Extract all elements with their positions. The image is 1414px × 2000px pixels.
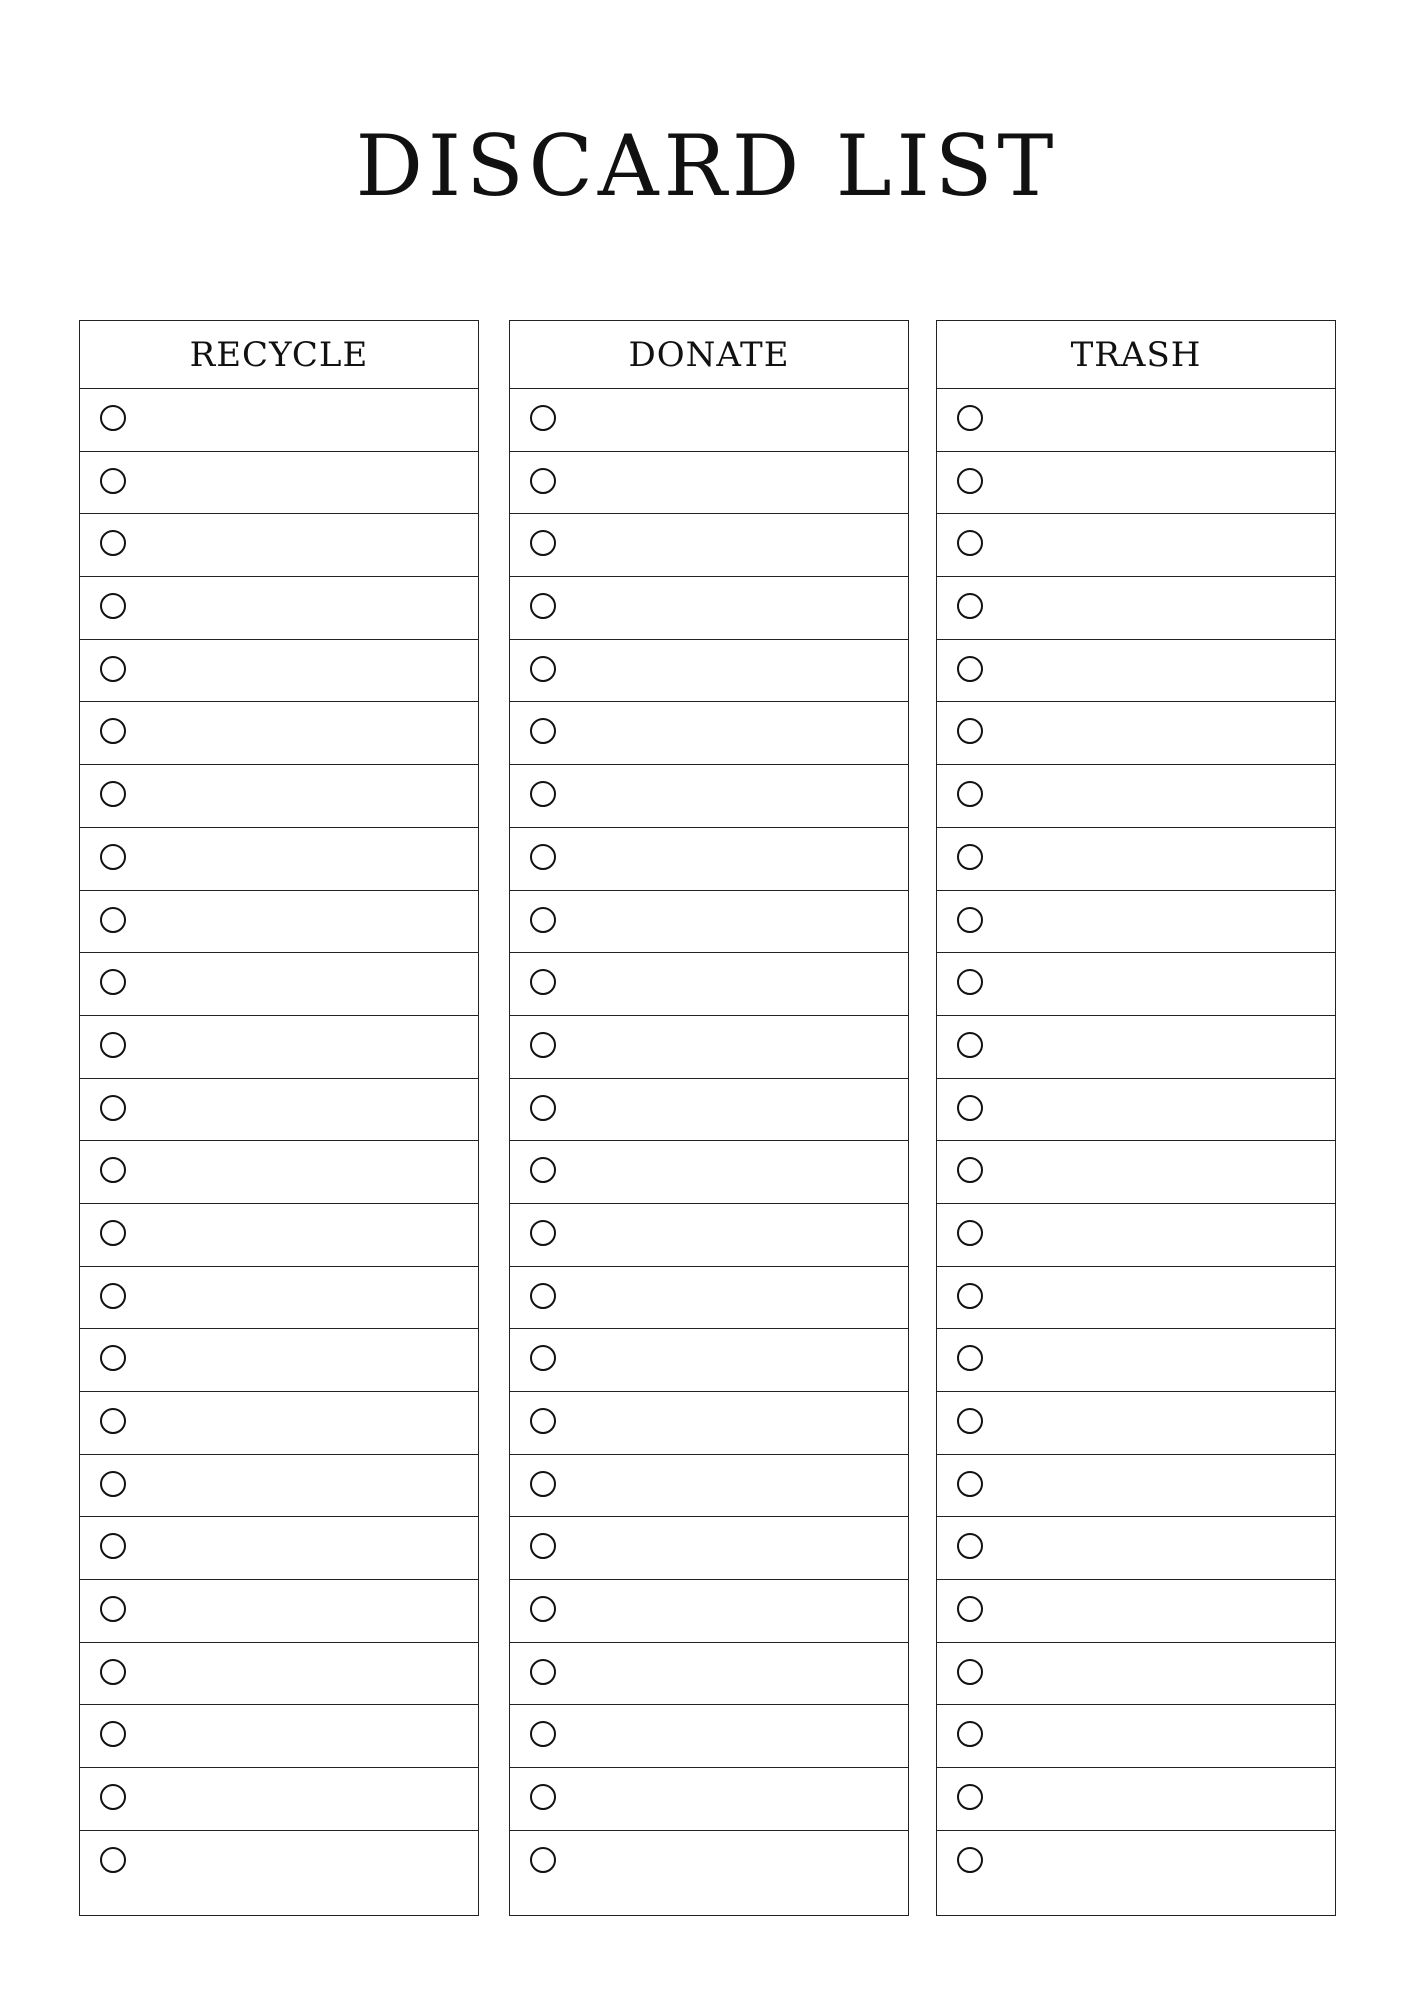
donate-list-item[interactable] [510,452,908,515]
circle-checkbox-icon[interactable] [957,1533,983,1559]
circle-checkbox-icon[interactable] [957,656,983,682]
circle-checkbox-icon[interactable] [530,1847,556,1873]
circle-checkbox-icon[interactable] [957,1220,983,1246]
circle-checkbox-icon[interactable] [100,781,126,807]
trash-column [936,320,1336,1916]
trash-rows [937,389,1335,1905]
donate-header: DONATE [510,321,908,389]
donate-list-item[interactable] [510,577,908,640]
donate-list-item[interactable] [510,1141,908,1204]
donate-list-item[interactable] [510,1204,908,1267]
trash-header: TRASH [937,321,1335,389]
circle-checkbox-icon[interactable] [530,1721,556,1747]
trash-list-item[interactable] [937,828,1335,891]
trash-list-item[interactable] [937,1831,1335,1905]
circle-checkbox-icon[interactable] [957,593,983,619]
recycle-list-item[interactable] [80,577,478,640]
donate-list-item[interactable] [510,1455,908,1518]
trash-list-item[interactable] [937,1267,1335,1330]
recycle-list-item[interactable] [80,702,478,765]
circle-checkbox-icon[interactable] [957,1721,983,1747]
recycle-list-item[interactable] [80,1455,478,1518]
recycle-rows [80,389,478,1905]
recycle-list-item[interactable] [80,1768,478,1831]
circle-checkbox-icon[interactable] [957,907,983,933]
recycle-list-item[interactable] [80,1079,478,1142]
circle-checkbox-icon[interactable] [957,1345,983,1371]
trash-list-item[interactable] [937,389,1335,452]
circle-checkbox-icon[interactable] [530,844,556,870]
trash-list-item[interactable] [937,1455,1335,1518]
circle-checkbox-icon[interactable] [530,656,556,682]
donate-list-item[interactable] [510,702,908,765]
donate-column [509,320,909,1916]
donate-list-item[interactable] [510,1768,908,1831]
recycle-list-item[interactable] [80,1267,478,1330]
trash-list-item[interactable] [937,1705,1335,1768]
donate-list-item[interactable] [510,389,908,452]
donate-list-item[interactable] [510,828,908,891]
circle-checkbox-icon[interactable] [100,1471,126,1497]
recycle-list-item[interactable] [80,640,478,703]
recycle-list-item[interactable] [80,452,478,515]
trash-list-item[interactable] [937,765,1335,828]
recycle-list-item[interactable] [80,891,478,954]
circle-checkbox-icon[interactable] [530,1659,556,1685]
trash-list-item[interactable] [937,1079,1335,1142]
circle-checkbox-icon[interactable] [530,718,556,744]
circle-checkbox-icon[interactable] [100,468,126,494]
recycle-list-item[interactable] [80,514,478,577]
donate-list-item[interactable] [510,1705,908,1768]
trash-list-item[interactable] [937,1329,1335,1392]
circle-checkbox-icon[interactable] [530,1533,556,1559]
donate-list-item[interactable] [510,1016,908,1079]
circle-checkbox-icon[interactable] [957,1283,983,1309]
recycle-list-item[interactable] [80,1831,478,1905]
circle-checkbox-icon[interactable] [100,405,126,431]
trash-list-item[interactable] [937,1016,1335,1079]
circle-checkbox-icon[interactable] [100,1659,126,1685]
circle-checkbox-icon[interactable] [530,1095,556,1121]
donate-list-item[interactable] [510,1267,908,1330]
circle-checkbox-icon[interactable] [957,1596,983,1622]
trash-list-item[interactable] [937,577,1335,640]
circle-checkbox-icon[interactable] [100,907,126,933]
trash-list-item[interactable] [937,1517,1335,1580]
donate-list-item[interactable] [510,1517,908,1580]
recycle-list-item[interactable] [80,389,478,452]
circle-checkbox-icon[interactable] [100,1533,126,1559]
circle-checkbox-icon[interactable] [100,593,126,619]
circle-checkbox-icon[interactable] [530,1471,556,1497]
circle-checkbox-icon[interactable] [100,1095,126,1121]
trash-list-item[interactable] [937,514,1335,577]
trash-list-item[interactable] [937,1204,1335,1267]
circle-checkbox-icon[interactable] [100,1157,126,1183]
circle-checkbox-icon[interactable] [530,1784,556,1810]
circle-checkbox-icon[interactable] [530,1220,556,1246]
recycle-list-item[interactable] [80,1517,478,1580]
trash-list-item[interactable] [937,953,1335,1016]
trash-list-item[interactable] [937,1580,1335,1643]
circle-checkbox-icon[interactable] [100,1408,126,1434]
recycle-list-item[interactable] [80,1141,478,1204]
recycle-list-item[interactable] [80,1580,478,1643]
donate-list-item[interactable] [510,514,908,577]
circle-checkbox-icon[interactable] [100,1220,126,1246]
circle-checkbox-icon[interactable] [957,1784,983,1810]
circle-checkbox-icon[interactable] [530,1596,556,1622]
donate-list-item[interactable] [510,1329,908,1392]
circle-checkbox-icon[interactable] [957,844,983,870]
circle-checkbox-icon[interactable] [530,1157,556,1183]
circle-checkbox-icon[interactable] [530,907,556,933]
donate-list-item[interactable] [510,765,908,828]
donate-list-item[interactable] [510,1079,908,1142]
circle-checkbox-icon[interactable] [530,405,556,431]
donate-list-item[interactable] [510,1580,908,1643]
circle-checkbox-icon[interactable] [957,969,983,995]
circle-checkbox-icon[interactable] [957,405,983,431]
donate-list-item[interactable] [510,1831,908,1905]
trash-list-item[interactable] [937,1768,1335,1831]
circle-checkbox-icon[interactable] [957,1659,983,1685]
recycle-list-item[interactable] [80,765,478,828]
trash-list-item[interactable] [937,1141,1335,1204]
circle-checkbox-icon[interactable] [957,1471,983,1497]
recycle-list-item[interactable] [80,1705,478,1768]
trash-list-item[interactable] [937,891,1335,954]
circle-checkbox-icon[interactable] [100,1345,126,1371]
circle-checkbox-icon[interactable] [530,1032,556,1058]
circle-checkbox-icon[interactable] [957,718,983,744]
circle-checkbox-icon[interactable] [957,468,983,494]
trash-list-item[interactable] [937,1643,1335,1706]
circle-checkbox-icon[interactable] [957,1095,983,1121]
circle-checkbox-icon[interactable] [100,844,126,870]
donate-list-item[interactable] [510,1643,908,1706]
circle-checkbox-icon[interactable] [530,781,556,807]
recycle-list-item[interactable] [80,953,478,1016]
circle-checkbox-icon[interactable] [100,530,126,556]
circle-checkbox-icon[interactable] [530,468,556,494]
circle-checkbox-icon[interactable] [530,1408,556,1434]
circle-checkbox-icon[interactable] [957,781,983,807]
donate-rows [510,389,908,1905]
recycle-list-item[interactable] [80,828,478,891]
recycle-list-item[interactable] [80,1329,478,1392]
trash-list-item[interactable] [937,702,1335,765]
recycle-list-item[interactable] [80,1643,478,1706]
recycle-list-item[interactable] [80,1204,478,1267]
trash-list-item[interactable] [937,1392,1335,1455]
recycle-header: RECYCLE [80,321,478,389]
circle-checkbox-icon[interactable] [957,1408,983,1434]
circle-checkbox-icon[interactable] [100,1283,126,1309]
circle-checkbox-icon[interactable] [530,530,556,556]
circle-checkbox-icon[interactable] [530,969,556,995]
circle-checkbox-icon[interactable] [100,656,126,682]
circle-checkbox-icon[interactable] [530,593,556,619]
donate-list-item[interactable] [510,640,908,703]
donate-list-item[interactable] [510,953,908,1016]
circle-checkbox-icon[interactable] [100,1721,126,1747]
recycle-list-item[interactable] [80,1392,478,1455]
circle-checkbox-icon[interactable] [530,1283,556,1309]
donate-list-item[interactable] [510,1392,908,1455]
circle-checkbox-icon[interactable] [957,530,983,556]
donate-list-item[interactable] [510,891,908,954]
circle-checkbox-icon[interactable] [100,1784,126,1810]
circle-checkbox-icon[interactable] [530,1345,556,1371]
trash-list-item[interactable] [937,452,1335,515]
trash-list-item[interactable] [937,640,1335,703]
circle-checkbox-icon[interactable] [957,1157,983,1183]
circle-checkbox-icon[interactable] [957,1847,983,1873]
circle-checkbox-icon[interactable] [100,969,126,995]
circle-checkbox-icon[interactable] [100,1032,126,1058]
circle-checkbox-icon[interactable] [100,718,126,744]
recycle-list-item[interactable] [80,1016,478,1079]
circle-checkbox-icon[interactable] [100,1596,126,1622]
circle-checkbox-icon[interactable] [957,1032,983,1058]
circle-checkbox-icon[interactable] [100,1847,126,1873]
page-title: DISCARD LIST [355,117,1059,215]
recycle-column [79,320,479,1916]
